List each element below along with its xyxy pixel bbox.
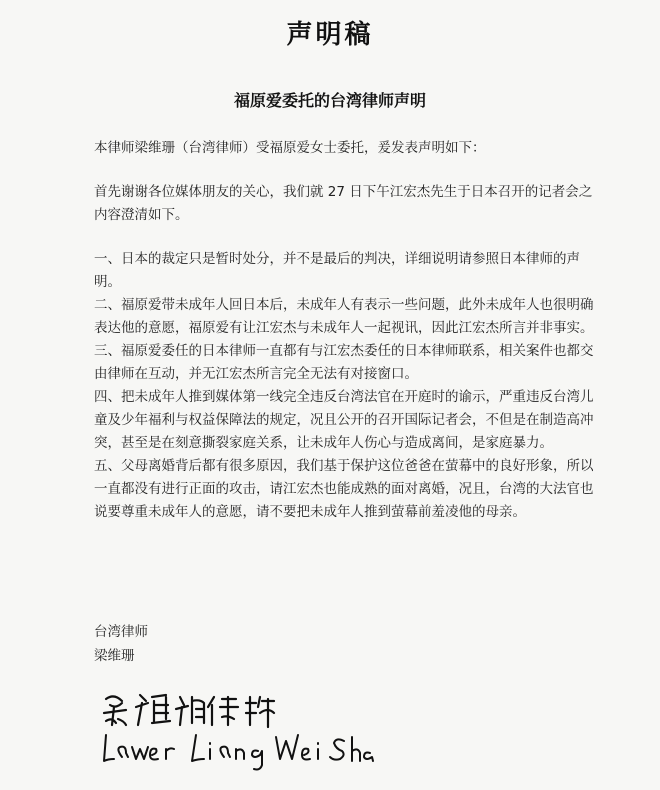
document-title: 声明稿 bbox=[286, 20, 374, 50]
signature-block bbox=[94, 620, 148, 668]
opening-paragraph: 首先谢谢各位媒体朋友的关心，我们就 27 日下午江宏杰先生于日本召开的记者会之内容澄清如下。 bbox=[94, 184, 593, 223]
point-item-3: 三、福原爱委任的日本律师一直都有与江宏杰委任的日本律师联系，相关案件也都交由律师在互动，并无江宏杰所言完全无法有对接窗口。 bbox=[94, 343, 594, 382]
handwritten-signature bbox=[100, 683, 380, 773]
document-subtitle: 福原爱委托的台湾律师声明 bbox=[233, 91, 426, 110]
point-item-5: 五、父母离婚背后都有很多原因，我们基于保护这位爸爸在萤幕中的良好形象，所以一直都没有进行正面的攻击，请江宏杰也能成熟的面对离婚，况且，台湾的大法官也说要尊重未成年人的意愿，请不要把未成年人推到萤幕前羞凌他的母亲。 bbox=[94, 458, 594, 520]
points-list bbox=[94, 248, 594, 524]
signature-en-strokes bbox=[104, 735, 373, 770]
point-item-4: 四、把未成年人推到媒体第一线完全违反台湾法官在开庭时的谕示，严重违反台湾儿童及少年福利与权益保障法的规定，况且公开的召开国际记者会，不但是在制造高冲突，甚至是在刻意撕裂家庭关系，让未成年人伤心与造成离间，是家庭暴力。 bbox=[94, 389, 594, 451]
intro-paragraph: 本律师梁维珊（台湾律师）受福原爱女士委托，爰发表声明如下： bbox=[94, 140, 486, 156]
statement-body bbox=[94, 137, 594, 524]
sign-name: 梁维珊 bbox=[94, 648, 135, 664]
point-item-1: 一、日本的裁定只是暂时处分，并不是最后的判决，详细说明请参照日本律师的声明。 bbox=[94, 251, 580, 290]
point-item-2: 二、福原爱带未成年人回日本后，未成年人有表示一些问题，此外未成年人也很明确表达他的意愿，福原爱有让江宏杰与未成年人一起视讯，因此江宏杰所言并非事实。 bbox=[94, 297, 594, 336]
signature-drawing bbox=[100, 683, 380, 773]
sign-organization: 台湾律师 bbox=[94, 624, 148, 640]
signature-cn-strokes bbox=[104, 695, 274, 727]
